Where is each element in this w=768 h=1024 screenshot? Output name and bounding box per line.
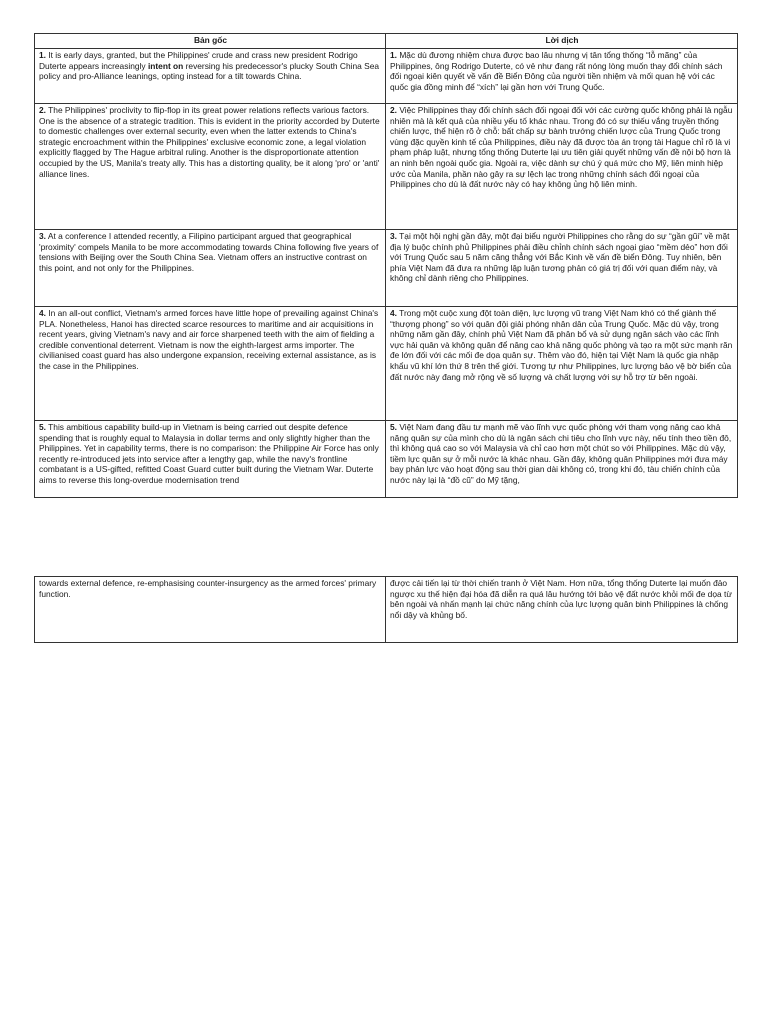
translation-cell	[386, 577, 738, 643]
source-cell	[35, 577, 386, 643]
source-cell	[35, 104, 386, 230]
source-text: At a conference I attended recently, a Filipino participant argued that geographical 'proximity' compels Manila to be more accommodating towards China following five years of tensions with Beijing over the South China Sea. Vietnam offers an instructive contrast on this point, and not only for the Philippines.	[39, 231, 379, 273]
translation-text: Mặc dù đương nhiệm chưa được bao lâu nhưng vị tân tổng thống “lỗ mãng” của Philippines, ông Rodrigo Duterte, có vẻ như đang rất nóng lòng muốn thay đổi chính sách đối ngoại kiên quyết về vấn đề Biển Đông của người tiền nhiệm và mối quan hệ với các quốc gia đồng minh để “xích” lại gần hơn với Trung Quốc.	[390, 50, 723, 92]
table-row	[35, 421, 738, 498]
source-bold-text: intent on	[147, 60, 184, 71]
source-text: This ambitious capability build-up in Vietnam is being carried out despite defence spending that is roughly equal to Malaysia in dollar terms and only slightly higher than the Philippines. Yet in capability terms, there is no comparison: the Philippine Air Force has only recently re-introduced jets into service after a lengthy gap, while the navy's frontline combatant is a US-gifted, refitted Coast Guard cutter built during the Vietnam War. Duterte aims to reverse this long-overdue modernisation trend	[39, 422, 379, 485]
table-row	[35, 230, 738, 307]
source-text: towards external defence, re-emphasising counter-insurgency as the armed forces' primary function.	[39, 578, 377, 599]
source-text: reversing his predecessor's plucky South China Sea policy and pro-Alliance leanings, opting instead for a tilt towards China.	[39, 60, 380, 82]
translation-text: Việt Nam đang đầu tư mạnh mẽ vào lĩnh vực quốc phòng với tham vọng nâng cao khả năng quân sự của mình cho dù là ngân sách chi tiêu cho lĩnh vực này, nếu tính theo tiền đô, thì không quá cao so với Malaysia và chỉ cao hơn một chút so với Philippines. Mặc dù vậy, tiềm lực quân sự ở mỗi nước là khác nhau. Gần đây, không quân Philippines mới đưa máy bay phản lực vào hoạt động sau thời gian dài không có, trong khi đó, tàu chiến chính của nước này lại là “đồ cũ” do Mỹ tặng,	[390, 422, 732, 485]
source-cell	[35, 421, 386, 498]
translation-cell	[386, 230, 738, 307]
table-row	[35, 307, 738, 421]
source-text: The Philippines' proclivity to flip-flop in its great power relations reflects various factors. One is the absence of a strategic tradition. This is evident in the priority accorded by Duterte to domestic challenges over external security, even when the latter extends to China's strategic encroachment within the Philippines' exclusive economic zone, a legal violation explicitly flagged by The Hague arbitral ruling. Another is the disproportionate attention occupied by the US, Manila's treaty ally. This has a distorting quality, be it along 'pro' or 'anti' alliance lines.	[39, 105, 380, 179]
translation-text: được cải tiến lại từ thời chiến tranh ở Việt Nam. Hơn nữa, tổng thống Duterte lại muốn đảo ngược xu thế hiện đại hóa đã diễn ra quá lâu hướng tới bảo vệ đất nước khỏi mối đe dọa từ bên ngoài và nhấn mạnh lại chức năng chính của lực lượng quân binh Philippines là chống nổi dậy và khủng bố.	[390, 578, 732, 620]
header-row	[35, 34, 738, 49]
paragraph-number: 5.	[390, 422, 397, 432]
translation-table-page-1	[34, 33, 738, 498]
translation-cell	[386, 49, 738, 104]
translation-cell	[386, 307, 738, 421]
table-row	[35, 577, 738, 643]
translation-cell	[386, 104, 738, 230]
source-text: In an all-out conflict, Vietnam's armed forces have little hope of prevailing against China's PLA. Nonetheless, Hanoi has directed scarce resources to maritime and air acquisitions in recent years, giving Vietnam's navy and air force sharpened teeth with the aim of fielding a credible conventional deterrent. Vietnam is now the eighth-largest arms importer. The civilianised coast guard has also undergone expansion, receiving external assistance, as is the case in the Philippines.	[39, 308, 379, 371]
source-cell	[35, 307, 386, 421]
translation-column-header: Lời dịch	[386, 34, 738, 49]
table-row	[35, 49, 738, 104]
paragraph-number: 5.	[39, 422, 46, 432]
paragraph-number: 2.	[39, 105, 46, 115]
source-cell	[35, 49, 386, 104]
paragraph-number: 2.	[390, 105, 397, 115]
table-row	[35, 104, 738, 230]
paragraph-number: 1.	[390, 50, 397, 60]
paragraph-number: 4.	[39, 308, 46, 318]
source-column-header: Bản gốc	[35, 34, 386, 49]
translation-text: Tại một hội nghị gần đây, một đại biểu người Philippines cho rằng do sự “gần gũi” về mặt địa lý buộc chính phủ Philippines phải điều chỉnh chính sách ngoại giao “mềm dẻo” hơn đối với Trung Quốc sau 5 năm căng thẳng với Bắc Kinh về vấn đề biển Đông. Tuy nhiên, bên phía Việt Nam đã đưa ra những lập luận tương phản có giá trị đối với quan điểm này, và không chỉ dành riêng cho Philippines.	[390, 231, 730, 284]
translation-text: Việc Philippines thay đổi chính sách đối ngoại đối với các cường quốc không phải là ngẫu nhiên mà là kết quả của nhiều yếu tố khác nhau. Trong đó có sự thiếu vắng truyền thống chiến lược, thể hiện rõ ở chỗ: bất chấp sự bành trướng chiến lược của Trung Quốc trong vùng đặc quyền kinh tế của Philippines, điều này đã được tòa án trọng tài Hague chỉ rõ là vi phạm pháp luật, nhưng tổng thống Duterte lại ưu tiên giải quyết những vấn đề nội bộ hơn là an ninh bên ngoài quốc gia. Ngoài ra, việc dành sự chú ý quá mức cho Mỹ, liên minh hiệp ước của Manila, phần nào gây ra sự lệch lạc trong những chính sách đối ngoại của Philippines cho dù là đất nước này có hay không ủng hộ liên minh.	[390, 105, 733, 190]
paragraph-number: 3.	[39, 231, 46, 241]
source-cell	[35, 230, 386, 307]
paragraph-number: 1.	[39, 50, 46, 60]
paragraph-number: 4.	[390, 308, 397, 318]
paragraph-number: 3.	[390, 231, 397, 241]
translation-cell	[386, 421, 738, 498]
source-text: It is early days, granted, but the Philippines' crude and crass new president Rodrigo Duterte appears increasingly	[39, 50, 358, 71]
translation-text: Trong một cuộc xung đột toàn diện, lực lượng vũ trang Việt Nam khó có thể giành thế “thượng phong” so với quân đội giải phóng nhân dân của Trung Quốc. Mặc dù vậy, trong những năm gần đây, chính phủ Việt Nam đã phân bổ và sử dụng ngân sách vào các lĩnh vực hải quân và không quân để nâng cao khả năng quốc phòng và tạo ra một sức mạnh răn đe lớn đối với các mối đe dọa quân sự. Thêm vào đó, hiện tại Việt Nam là quốc gia nhập khẩu vũ khí lớn thứ 8 trên thế giới. Tương tự như Philippines, lực lượng bảo vệ bờ biển của đất nước này đang mở rộng về số lượng và chất lượng với sự hỗ trợ từ bên ngoài.	[390, 308, 733, 382]
translation-table-page-2	[34, 576, 738, 643]
